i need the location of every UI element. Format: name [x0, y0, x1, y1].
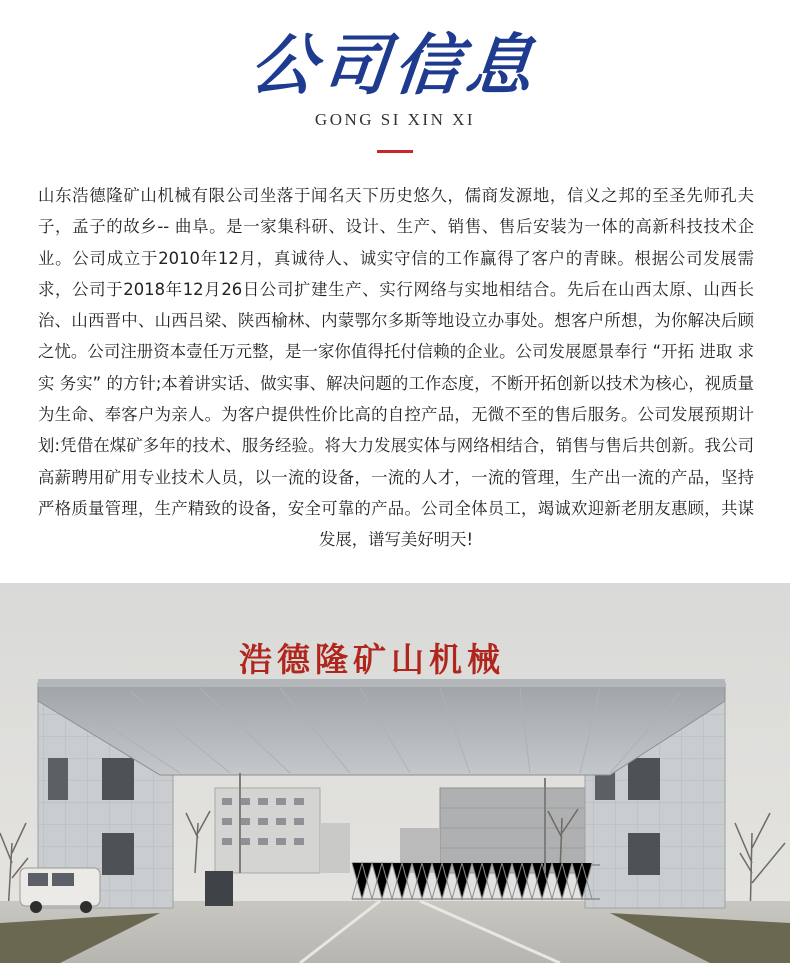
title-divider [377, 150, 413, 153]
company-gate-photo [0, 583, 790, 963]
page-header [0, 0, 790, 170]
company-intro-text: 山东浩德隆矿山机械有限公司坐落于闻名天下历史悠久，儒商发源地，信义之邦的至圣先师孔夫子，孟子的故乡-- 曲阜。是一家集科研、设计、生产、销售、售后安装为一体的高新科技技术企业。公司成立于2010年12月，真诚待人、诚实守信的工作赢得了客户的青睐。根据公司发展需求，公司于2018年12月26日公司扩建生产、实行网络与实地相结合。先后在山西太原、山西长治、山西晋中、山西吕梁、陕西榆林、内蒙鄂尔多斯等地设立办事处。想客户所想，为你解决后顾之忧。公司注册资本壹任万元整，是一家你值得托付信赖的企业。公司发展愿景奉行 “开拓 进取 求实 务实” 的方针;本着讲实话、做实事、解决问题的工作态度，不断开拓创新以技术为核心，视质量为生命、奉客户为亲人。为客户提供性价比高的自控产品，无微不至的售后服务。公司发展预期计划:凭借在煤矿多年的技术、服务经验。将大力发展实体与网络相结合，销售与售后共创新。我公司高薪聘用矿用专业技术人员，以一流的设备，一流的人才，一流的管理，生产出一流的产品，坚持严格质量管理，生产精致的设备，安全可靠的产品。公司全体员工，竭诚欢迎新老朋友惠顾，共谋发展，谱写美好明天! [38, 186, 754, 550]
page-subtitle: GONG SI XIN XI [314, 110, 476, 129]
gate-sign-text: 浩德隆矿山机械 [239, 640, 505, 679]
parked-van [20, 868, 100, 913]
page-title: 公司信息 [246, 26, 543, 104]
